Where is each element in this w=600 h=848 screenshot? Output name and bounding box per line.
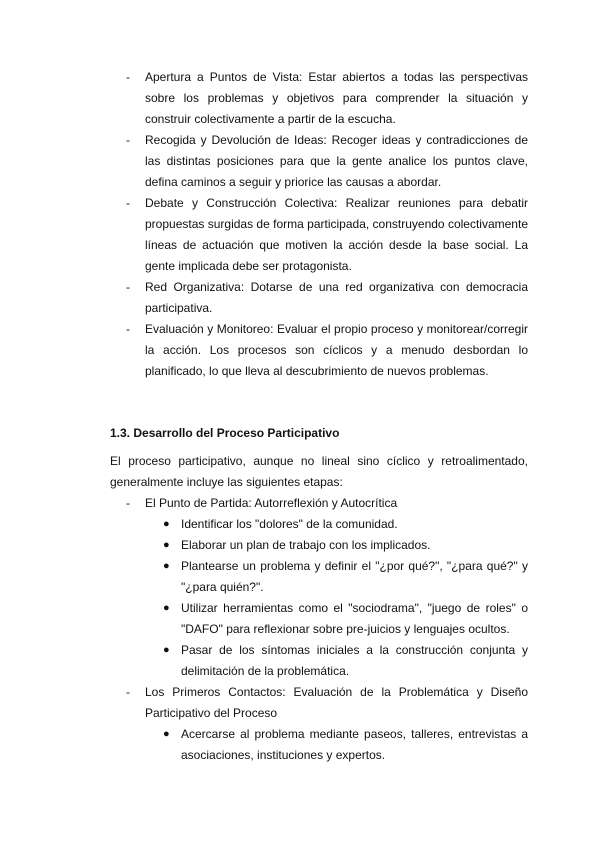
- bullet-dot-icon: ●: [163, 539, 170, 551]
- bullet-dot-icon: ●: [163, 518, 170, 530]
- stage-title: Los Primeros Contactos: Evaluación de la Problemática y Diseño Participativo del Proceso: [145, 685, 528, 720]
- principles-list: [110, 67, 528, 382]
- stage-item-primeros-contactos: [110, 682, 528, 766]
- stages-list: [110, 493, 528, 766]
- section-heading: 1.3. Desarrollo del Proceso Participativo: [110, 426, 340, 440]
- bullet-item: [145, 556, 528, 598]
- bullet-text: Elaborar un plan de trabajo con los implicados.: [181, 538, 431, 552]
- stage-bullet-list: [145, 514, 528, 682]
- bullet-dot-icon: ●: [163, 728, 170, 740]
- list-item-recogida: [110, 130, 528, 193]
- stage-item-punto-partida: [110, 493, 528, 682]
- bullet-text: Pasar de los síntomas iniciales a la construcción conjunta y delimitación de la problemática.: [181, 643, 528, 678]
- bullet-dot-icon: ●: [163, 560, 170, 572]
- list-item-debate: [110, 193, 528, 277]
- list-item-apertura: [110, 67, 528, 130]
- list-item-text: Evaluación y Monitoreo: Evaluar el propio proceso y monitorear/corregir la acción. Los procesos son cíclicos y a menudo desbordan lo planificado, lo que lleva al descubrimiento de nuevos problemas.: [145, 322, 528, 378]
- dash-bullet: -: [126, 322, 130, 336]
- dash-bullet: -: [126, 496, 130, 510]
- intro-paragraph: El proceso participativo, aunque no lineal sino cíclico y retroalimentado, generalmente incluye las siguientes etapas:: [110, 454, 528, 489]
- bullet-item: [145, 514, 528, 535]
- bullet-item: [145, 535, 528, 556]
- list-item-text: Apertura a Puntos de Vista: Estar abiertos a todas las perspectivas sobre los problemas y objetivos para comprender la situación y construir colectivamente a partir de la escucha.: [145, 70, 528, 126]
- dash-bullet: -: [126, 685, 130, 699]
- bullet-dot-icon: ●: [163, 644, 170, 656]
- dash-bullet: -: [126, 70, 130, 84]
- bullet-dot-icon: ●: [163, 602, 170, 614]
- dash-bullet: -: [126, 133, 130, 147]
- list-item-text: Red Organizativa: Dotarse de una red organizativa con democracia participativa.: [145, 280, 528, 315]
- bullet-item: [145, 724, 528, 766]
- bullet-text: Acercarse al problema mediante paseos, talleres, entrevistas a asociaciones, instituciones y expertos.: [181, 727, 528, 762]
- list-item-red: [110, 277, 528, 319]
- list-item-evaluacion: [110, 319, 528, 382]
- dash-bullet: -: [126, 196, 130, 210]
- stage-bullet-list: [145, 724, 528, 766]
- bullet-text: Plantearse un problema y definir el "¿por qué?", "¿para qué?" y "¿para quién?".: [181, 559, 528, 594]
- bullet-text: Identificar los "dolores" de la comunidad.: [181, 517, 398, 531]
- list-item-text: Recogida y Devolución de Ideas: Recoger ideas y contradicciones de las distintas posiciones para que la gente analice los puntos clave, defina caminos a seguir y priorice las causas a abordar.: [145, 133, 528, 189]
- bullet-item: [145, 640, 528, 682]
- list-item-text: Debate y Construcción Colectiva: Realizar reuniones para debatir propuestas surgidas de forma participada, construyendo colectivamente líneas de actuación que motiven la acción desde la base social. La gente implicada debe ser protagonista.: [145, 196, 528, 273]
- stage-title: El Punto de Partida: Autorreflexión y Autocrítica: [145, 496, 398, 510]
- bullet-item: [145, 598, 528, 640]
- bullet-text: Utilizar herramientas como el "sociodrama", "juego de roles" o "DAFO" para reflexionar sobre pre-juicios y lenguajes ocultos.: [181, 601, 528, 636]
- dash-bullet: -: [126, 280, 130, 294]
